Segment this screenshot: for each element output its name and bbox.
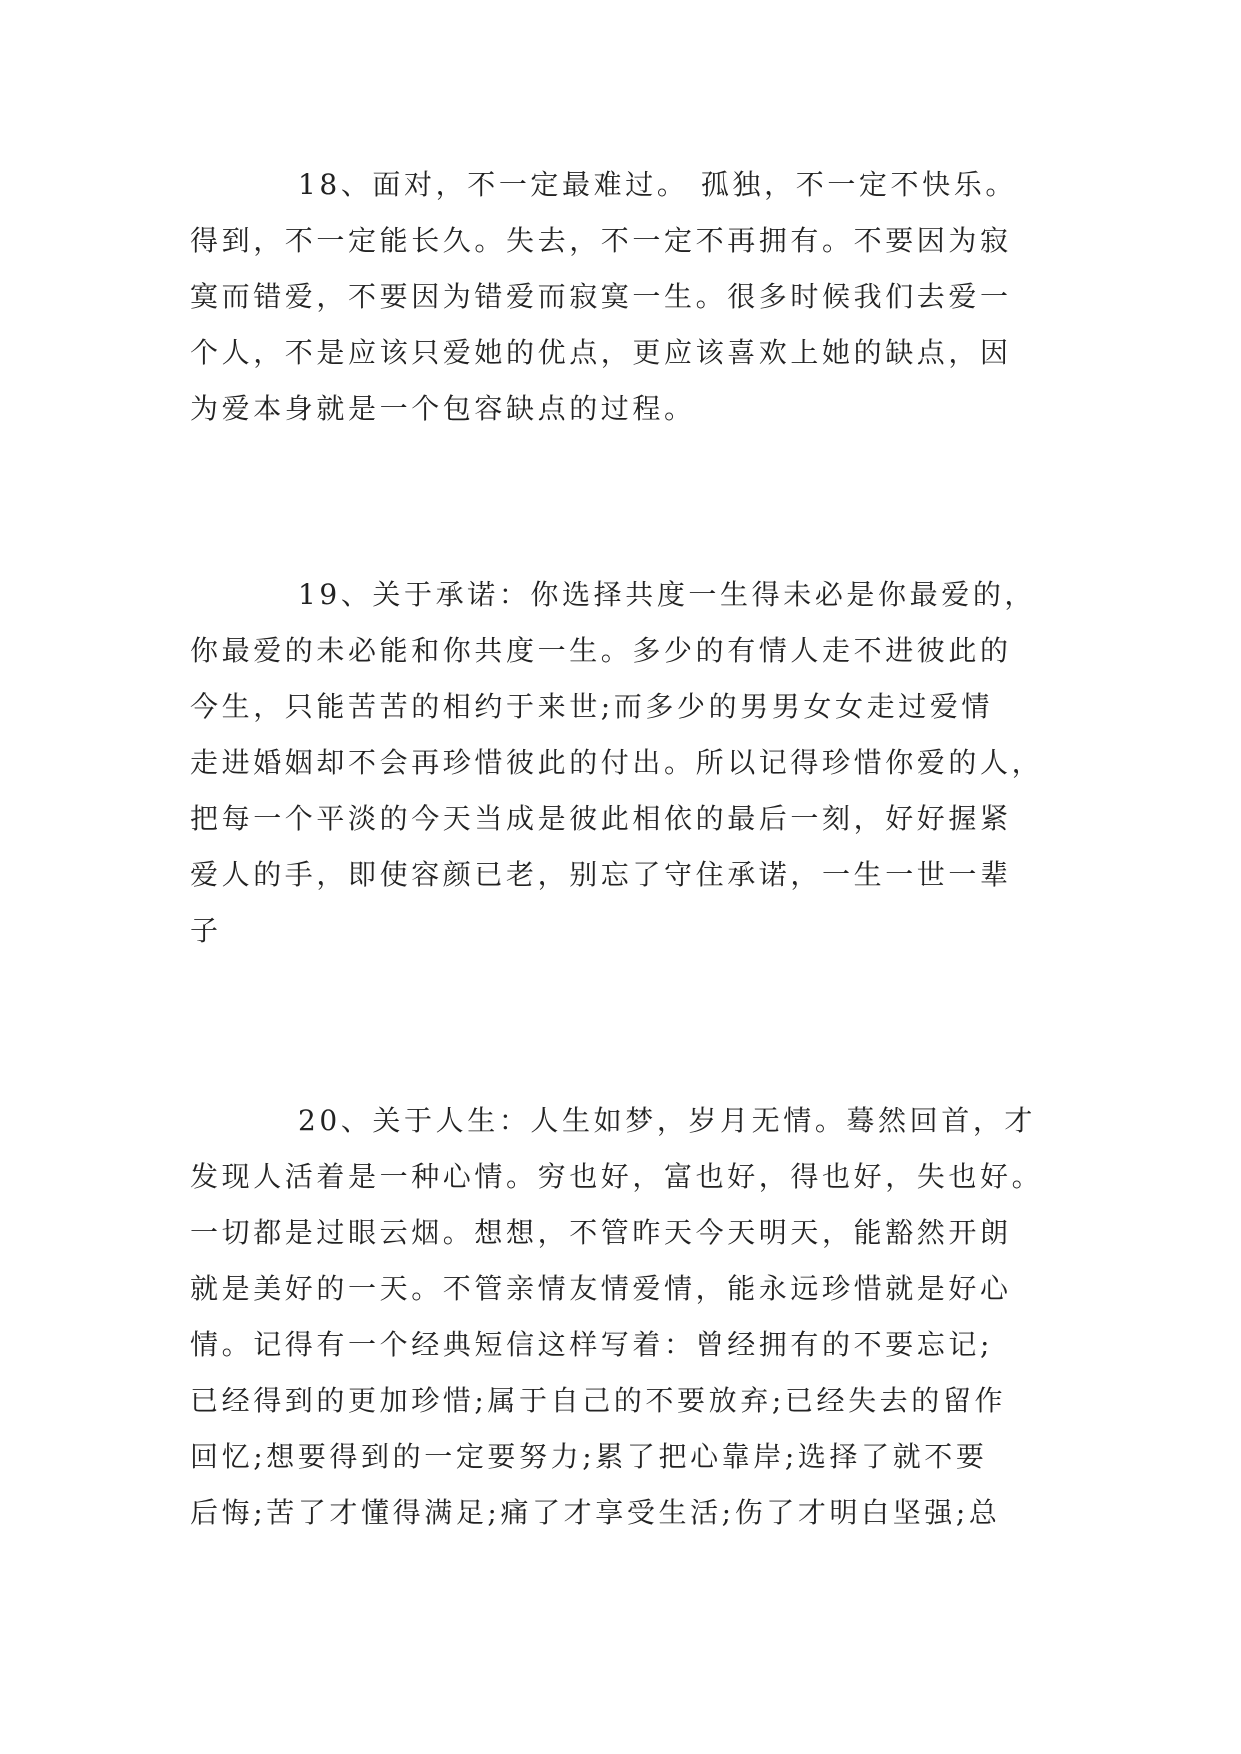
paragraph-19 xyxy=(190,567,1070,959)
text-line: 发现人活着是一种心情。穷也好，富也好，得也好，失也好。 xyxy=(190,1160,1044,1193)
text-line: 回忆;想要得到的一定要努力;累了把心靠岸;选择了就不要 xyxy=(190,1440,988,1473)
text-line: 寞而错爱，不要因为错爱而寂寞一生。很多时候我们去爱一 xyxy=(190,280,1012,313)
text-line: 为爱本身就是一个包容缺点的过程。 xyxy=(190,392,696,425)
text-line: 得到，不一定能长久。失去，不一定不再拥有。不要因为寂 xyxy=(190,224,1012,257)
text-line: 走进婚姻却不会再珍惜彼此的付出。所以记得珍惜你爱的人， xyxy=(190,746,1044,779)
text-line: 已经得到的更加珍惜;属于自己的不要放弃;已经失去的留作 xyxy=(190,1384,1007,1417)
text-line: 爱人的手，即使容颜已老，别忘了守住承诺，一生一世一辈 xyxy=(190,858,1012,891)
text-line: 就是美好的一天。不管亲情友情爱情，能永远珍惜就是好心 xyxy=(190,1272,1012,1305)
paragraph-18 xyxy=(190,157,1070,437)
text-line: 一切都是过眼云烟。想想，不管昨天今天明天，能豁然开朗 xyxy=(190,1216,1012,1249)
text-line: 19、关于承诺：你选择共度一生得未必是你最爱的， xyxy=(298,578,1037,611)
text-line: 子 xyxy=(190,914,222,947)
text-line: 你最爱的未必能和你共度一生。多少的有情人走不进彼此的 xyxy=(190,634,1012,667)
text-line: 把每一个平淡的今天当成是彼此相依的最后一刻，好好握紧 xyxy=(190,802,1012,835)
text-line: 情。记得有一个经典短信这样写着：曾经拥有的不要忘记; xyxy=(190,1328,994,1361)
paragraph-20 xyxy=(190,1093,1070,1541)
text-line: 个人，不是应该只爱她的优点，更应该喜欢上她的缺点，因 xyxy=(190,336,1012,369)
text-line: 20、关于人生：人生如梦，岁月无情。蓦然回首，才 xyxy=(298,1104,1037,1137)
text-line: 今生，只能苦苦的相约于来世;而多少的男男女女走过爱情 xyxy=(190,690,994,723)
text-line: 后悔;苦了才懂得满足;痛了才享受生活;伤了才明白坚强;总 xyxy=(190,1496,1001,1529)
text-line: 18、面对，不一定最难过。 孤独，不一定不快乐。 xyxy=(298,168,1017,201)
